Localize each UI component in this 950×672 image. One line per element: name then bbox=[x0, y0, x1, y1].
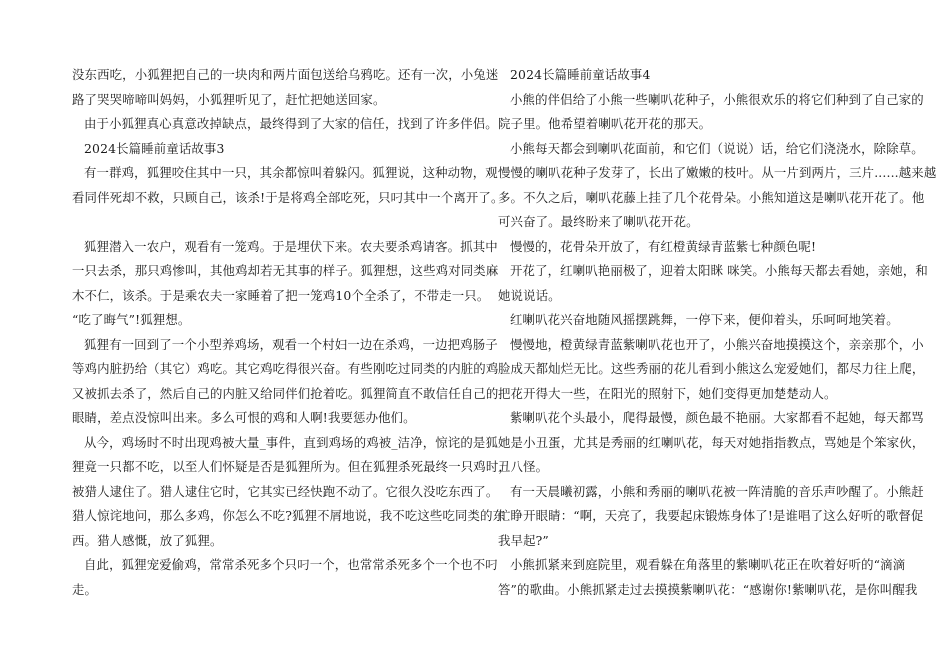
text-line: 红喇叭花兴奋地随风摇摆跳舞，一停下来，便仰着头，乐呵呵地笑着。 bbox=[510, 312, 899, 327]
text-line: 有一天晨曦初露，小熊和秀丽的喇叭花被一阵清脆的音乐声吵醒了。小熊赶 bbox=[510, 483, 924, 499]
text-line: 我早起?” bbox=[498, 532, 549, 548]
section-heading: 2024长篇睡前童话故事3 bbox=[84, 140, 225, 156]
text-line: 开花了，红喇叭艳丽极了，迎着太阳眯 咪笑。小熊每天都去看她，亲她，和 bbox=[510, 263, 928, 278]
text-line: 等鸡内脏扔给（其它）鸡吃。其它鸡吃得很兴奋。有些刚吃过同类的内脏的鸡 bbox=[72, 361, 499, 376]
text-line: 西。猎人感慨，放了狐狸。 bbox=[72, 532, 223, 548]
text-line: 小熊抓紧来到庭院里，观看躲在角落里的紫喇叭花正在吹着好听的“滴滴 bbox=[510, 557, 906, 572]
text-line: 路了哭哭啼啼叫妈妈，小狐狸听见了，赶忙把她送回家。 bbox=[72, 91, 386, 107]
left-column bbox=[72, 63, 511, 602]
text-line: 狐狸潜入一农户，观看有一笼鸡。于是埋伏下来。农夫要杀鸡请客。抓其中 bbox=[84, 238, 498, 254]
text-line: 有一群鸡，狐狸咬住其中一只，其余都惊叫着躲闪。狐狸说，这种动物，观 bbox=[84, 165, 498, 180]
text-line: 慢慢的，花骨朵开放了，有红橙黄绿青蓝紫七种颜色呢! bbox=[510, 238, 817, 254]
text-line: 慢慢地，橙黄绿青蓝紫喇叭花也开了，小熊兴奋地摸摸这个，亲亲那个，小 bbox=[510, 336, 924, 352]
text-line: 丑八怪。 bbox=[498, 459, 549, 474]
text-line: 多。不久之后，喇叭花藤上挂了几个花骨朵。小熊知道这是喇叭花开花了。他 bbox=[498, 189, 925, 205]
text-line: 自此，狐狸宠爱偷鸡，常常杀死多个只叼一个，也常常杀死多个一个也不叼 bbox=[84, 557, 498, 572]
text-line: 脸成天都灿烂无比。这些秀丽的花儿看到小熊这么宠爱她们，都尽力往上爬， bbox=[498, 361, 925, 376]
text-line: 把花开得大一些，在阳光的照射下，她们变得更加楚楚动人。 bbox=[498, 385, 837, 401]
text-line: 由于小狐狸真心真意改掉缺点，最终得到了大家的信任，找到了许多伴侣。 bbox=[84, 116, 498, 131]
right-column bbox=[498, 63, 937, 602]
text-line: 她说说话。 bbox=[498, 287, 561, 303]
text-line: 又被抓去杀了，然后自己的内脏又给同伴们抢着吃。狐狸简直不敢信任自己的 bbox=[72, 385, 499, 401]
text-line: 答”的歌曲。小熊抓紧走过去摸摸紫喇叭花：“感谢你!紫喇叭花，是你叫醒我 bbox=[498, 581, 918, 597]
text-line: 走。 bbox=[72, 581, 98, 597]
text-line: 木不仁，该杀。于是乘农夫一家睡着了把一笼鸡10个全杀了，不带走一只。 bbox=[72, 287, 490, 303]
text-line: 小熊每天都会到喇叭花面前，和它们（说说）话，给它们浇浇水，除除草。 bbox=[510, 140, 924, 156]
text-line: 一只去杀，那只鸡惨叫，其他鸡却若无其事的样子。狐狸想，这些鸡对同类麻 bbox=[72, 263, 499, 278]
text-line: 从今，鸡场时不时出现鸡被大量_事件，直到鸡场的鸡被_洁净，惊诧的是狐 bbox=[84, 434, 498, 450]
text-line: “吃了晦气”!狐狸想。 bbox=[72, 312, 191, 327]
text-line: 狐狸有一回到了一个小型养鸡场，观看一个村妇一边在杀鸡，一边把鸡肠子 bbox=[84, 336, 498, 352]
text-line: 没东西吃，小狐狸把自己的一块肉和两片面包送给乌鸦吃。还有一次，小兔迷 bbox=[72, 67, 499, 82]
text-line: 忙睁开眼睛：“啊，天亮了，我要起床锻炼身体了!是谁唱了这么好听的歌督促 bbox=[498, 508, 924, 523]
text-line: 猎人惊诧地问，那么多鸡，你怎么不吃?狐狸不屑地说，我不吃这些吃同类的东 bbox=[72, 508, 506, 523]
text-line: 可兴奋了。最终盼来了喇叭花开花。 bbox=[498, 214, 699, 229]
text-line: 紫喇叭花个头最小，爬得最慢，颜色最不艳丽。大家都看不起她，每天都骂 bbox=[510, 410, 924, 425]
text-line: 眼睛，差点没惊叫出来。多么可恨的鸡和人啊!我要惩办他们。 bbox=[72, 410, 416, 425]
text-line: 狸竟一只都不吃，以至人们怀疑是否是狐狸所为。但在狐狸杀死最终一只鸡时， bbox=[72, 459, 511, 474]
text-line: 被猎人逮住了。猎人逮住它时，它其实已经快跑不动了。它很久没吃东西了。 bbox=[72, 483, 499, 499]
section-heading: 2024长篇睡前童话故事4 bbox=[510, 67, 651, 82]
text-line: 慢慢的喇叭花种子发芽了，长出了嫩嫩的枝叶。从一片到两片，三片......越来越 bbox=[498, 165, 937, 180]
blank-line bbox=[72, 210, 457, 235]
text-line: 小熊的伴侣给了小熊一些喇叭花种子，小熊很欢乐的将它们种到了自己家的 bbox=[510, 91, 924, 107]
text-line: 看同伴死却不救，只顾自己，该杀!于是将鸡全部吃死，只叼其中一个离开了。 bbox=[72, 189, 504, 205]
text-line: 她是小丑蛋，尤其是秀丽的红喇叭花，每天对她指指教点，骂她是个笨家伙， bbox=[498, 434, 925, 450]
text-line: 院子里。他希望着喇叭花开花的那天。 bbox=[498, 116, 712, 131]
